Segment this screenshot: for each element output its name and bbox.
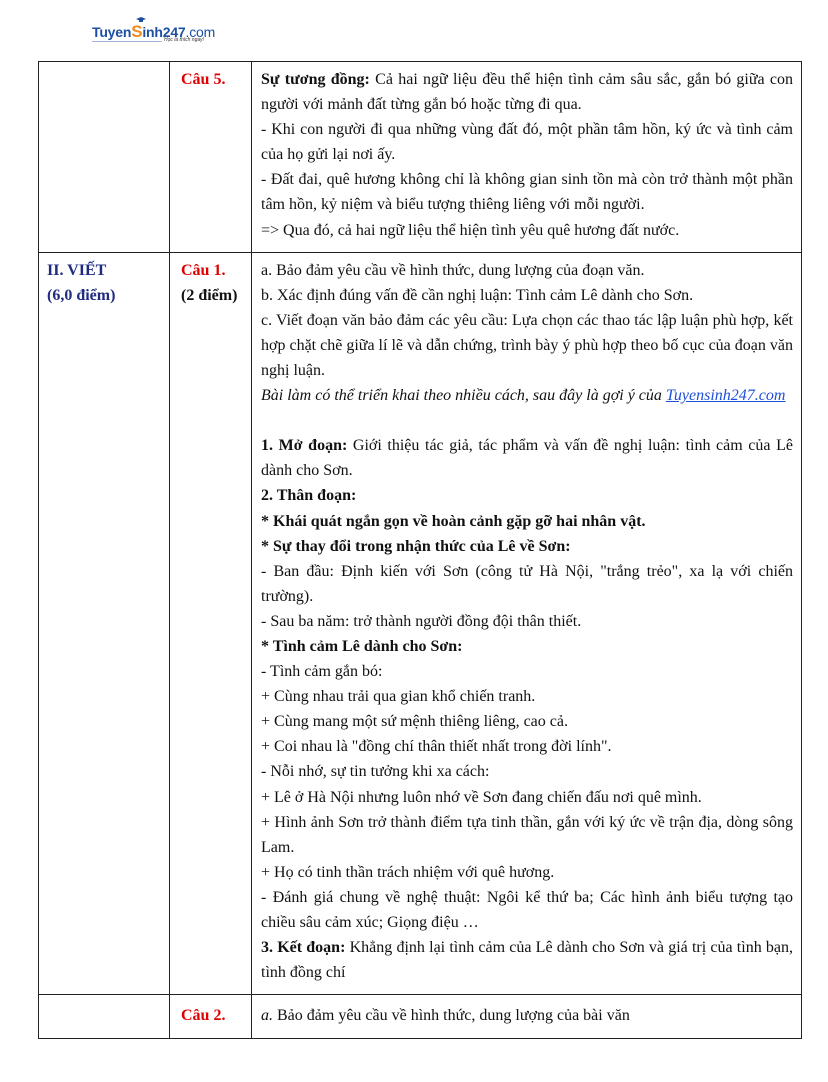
similarity-text: Cả hai ngữ liệu đều thể hiện tình cảm sâu sắc, gắn bó giữa con người với mảnh đất từng gắn bó hoặc từng đi qua. — [261, 71, 793, 114]
table-row-viet-cau1 — [39, 252, 802, 995]
content-line: + Cùng mang một sứ mệnh thiêng liêng, cao cả. — [261, 713, 568, 731]
logo-part-com: .com — [185, 24, 216, 40]
question-cell — [170, 995, 252, 1039]
answer-key-table — [38, 61, 802, 1039]
ket-doan-label: 3. Kết đoạn: — [261, 939, 346, 957]
logo-part-s: S — [131, 22, 143, 41]
logo-slogan: Học là thích ngay! — [164, 37, 205, 43]
requirement-a: a. Bảo đảm yêu cầu về hình thức, dung lượng của đoạn văn. — [261, 261, 645, 279]
conclusion-line: => Qua đó, cả hai ngữ liệu thể hiện tình yêu quê hương đất nước. — [261, 221, 680, 239]
content-line: + Lê ở Hà Nội nhưng luôn nhớ về Sơn đang chiến đấu nơi quê mình. — [261, 788, 702, 806]
content-line: + Coi nhau là "đồng chí thân thiết nhất trong đời lính". — [261, 738, 612, 756]
section-title: II. VIẾT — [47, 261, 107, 279]
content-cell — [252, 252, 802, 995]
content-cell — [252, 62, 802, 253]
requirement-text: Bảo đảm yêu cầu về hình thức, dung lượng của bài văn — [273, 1007, 630, 1025]
question-label: Câu 5. — [181, 71, 226, 88]
khai-quat-heading: * Khái quát ngắn gọn về hoàn cảnh gặp gỡ hai nhân vật. — [261, 512, 646, 530]
tuyensinh247-logo[interactable] — [92, 20, 222, 46]
similarity-line — [261, 67, 793, 117]
logo-part-inh247: inh247 — [142, 24, 186, 40]
tuyensinh247-link[interactable]: Tuyensinh247.com — [665, 387, 786, 405]
logo-part-tuyen: Tuyen — [92, 24, 132, 40]
section-cell-empty — [39, 995, 170, 1039]
than-doan-label: 2. Thân đoạn: — [261, 487, 357, 505]
content-line: - Sau ba năm: trở thành người đồng đội thân thiết. — [261, 612, 582, 630]
content-line: + Hình ảnh Sơn trở thành điểm tựa tinh thần, gắn với ký ức về trận địa, dòng sông Lam. — [261, 813, 793, 856]
content-line: - Đất đai, quê hương không chỉ là không gian sinh tồn mà còn trở thành một phần tâm hồn, kỷ niệm và biểu tượng thiêng liêng với mỗi người. — [261, 171, 793, 214]
content-line: - Nỗi nhớ, sự tin tưởng khi xa cách: — [261, 763, 490, 781]
ket-doan-line — [261, 935, 793, 985]
question-label: Câu 1. — [181, 261, 226, 279]
suggestion-note-text: Bài làm có thể triển khai theo nhiều cách, sau đây là gợi ý của — [261, 387, 662, 405]
section-cell — [39, 252, 170, 995]
question-label: Câu 2. — [181, 1007, 226, 1025]
content-line: + Cùng nhau trải qua gian khổ chiến tranh. — [261, 688, 536, 706]
mo-doan-line — [261, 433, 793, 483]
spacer — [261, 408, 793, 433]
requirement-prefix: a. — [261, 1007, 273, 1025]
requirement-c: c. Viết đoạn văn bảo đảm các yêu cầu: Lựa chọn các thao tác lập luận phù hợp, kết hợp chặt chẽ giữa lí lẽ và dẫn chứng, trình bày ý phù hợp theo bố cục của đoạn văn nghị luận. — [261, 311, 793, 380]
mo-doan-label: 1. Mở đoạn: — [261, 437, 348, 455]
content-line: - Tình cảm gắn bó: — [261, 663, 383, 681]
content-cell — [252, 995, 802, 1039]
requirement-b: b. Xác định đúng vấn đề cần nghị luận: Tình cảm Lê dành cho Sơn. — [261, 286, 694, 304]
question-cell — [170, 252, 252, 995]
ket-doan-text: Khẳng định lại tình cảm của Lê dành cho Sơn và giá trị của tình bạn, tình đồng chí — [261, 939, 793, 982]
content-line: - Khi con người đi qua những vùng đất đó, một phần tâm hồn, ký ức và tình cảm của họ gửi lại nơi ấy. — [261, 121, 793, 164]
logo-underline — [92, 41, 162, 42]
question-points: (2 điểm) — [181, 286, 238, 304]
table-row-cau2 — [39, 995, 802, 1039]
requirement-a-line — [261, 1003, 793, 1028]
section-cell-empty — [39, 62, 170, 253]
question-cell — [170, 62, 252, 253]
su-thay-doi-heading: * Sự thay đổi trong nhận thức của Lê về Sơn: — [261, 537, 571, 555]
table-row-cau5 — [39, 62, 802, 253]
tinh-cam-heading: * Tình cảm Lê dành cho Sơn: — [261, 637, 463, 655]
suggestion-note — [261, 383, 793, 408]
content-line: - Ban đầu: Định kiến với Sơn (công tử Hà Nội, "trắng trẻo", xa lạ với chiến trường). — [261, 562, 793, 605]
content-line: - Đánh giá chung về nghệ thuật: Ngôi kể thứ ba; Các hình ảnh biểu tượng tạo chiều sâu cảm xúc; Giọng điệu … — [261, 888, 793, 931]
similarity-heading: Sự tương đồng: — [261, 71, 370, 88]
mo-doan-text: Giới thiệu tác giả, tác phẩm và vấn đề nghị luận: tình cảm của Lê dành cho Sơn. — [261, 437, 793, 480]
content-line: + Họ có tinh thần trách nhiệm với quê hương. — [261, 863, 555, 881]
section-points: (6,0 điểm) — [47, 286, 116, 304]
